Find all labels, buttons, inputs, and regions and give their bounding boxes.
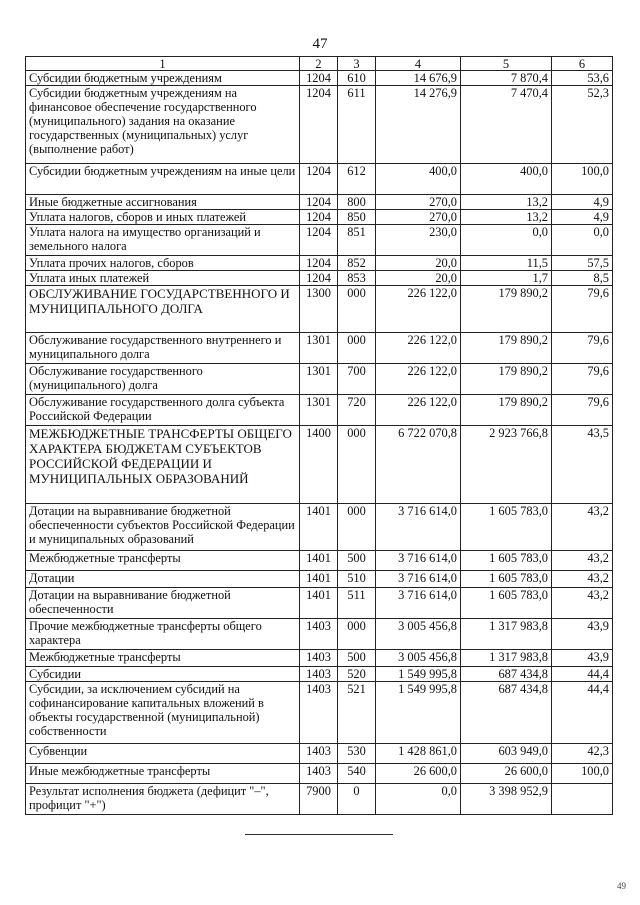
- row-code-type: 610: [338, 71, 376, 86]
- row-plan-value: 20,0: [376, 271, 461, 286]
- row-fact-value: 603 949,0: [461, 744, 552, 764]
- row-code-type: 850: [338, 210, 376, 225]
- row-percent-value: [552, 784, 613, 815]
- row-code-section: 1204: [300, 225, 338, 256]
- row-plan-value: 6 722 070,8: [376, 426, 461, 504]
- table-row: [26, 619, 613, 650]
- row-percent-value: 79,6: [552, 364, 613, 395]
- row-code-type: 000: [338, 286, 376, 333]
- column-header-1: 1: [26, 57, 300, 71]
- table-row: [26, 744, 613, 764]
- row-code-type: 720: [338, 395, 376, 426]
- row-code-section: 1403: [300, 619, 338, 650]
- row-name: Уплата иных платежей: [26, 271, 300, 286]
- table-row: [26, 71, 613, 86]
- row-fact-value: 1,7: [461, 271, 552, 286]
- row-name: Обслуживание государственного (муниципального) долга: [26, 364, 300, 395]
- footer-rule: [245, 834, 393, 835]
- row-plan-value: 26 600,0: [376, 764, 461, 784]
- row-code-type: 511: [338, 588, 376, 619]
- row-name: Дотации на выравнивание бюджетной обеспеченности: [26, 588, 300, 619]
- table-row: [26, 164, 613, 195]
- row-plan-value: 20,0: [376, 256, 461, 271]
- row-plan-value: 3 716 614,0: [376, 588, 461, 619]
- row-plan-value: 3 716 614,0: [376, 551, 461, 571]
- row-code-type: 0: [338, 784, 376, 815]
- row-percent-value: 4,9: [552, 195, 613, 210]
- row-code-type: 700: [338, 364, 376, 395]
- row-code-section: 1204: [300, 271, 338, 286]
- row-plan-value: 230,0: [376, 225, 461, 256]
- row-plan-value: 226 122,0: [376, 333, 461, 364]
- row-percent-value: 53,6: [552, 71, 613, 86]
- row-code-section: 1403: [300, 744, 338, 764]
- row-fact-value: 1 605 783,0: [461, 588, 552, 619]
- table-row: [26, 86, 613, 164]
- row-fact-value: 0,0: [461, 225, 552, 256]
- page-number: 47: [312, 36, 328, 52]
- row-code-type: 510: [338, 571, 376, 588]
- row-fact-value: 687 434,8: [461, 667, 552, 682]
- row-plan-value: 1 549 995,8: [376, 667, 461, 682]
- row-plan-value: 0,0: [376, 784, 461, 815]
- row-fact-value: 2 923 766,8: [461, 426, 552, 504]
- budget-table-body: [26, 71, 613, 815]
- table-row: [26, 271, 613, 286]
- row-name: МЕЖБЮДЖЕТНЫЕ ТРАНСФЕРТЫ ОБЩЕГО ХАРАКТЕРА БЮДЖЕТАМ СУБЪЕКТОВ РОССИЙСКОЙ ФЕДЕРАЦИИ И МУНИЦИПАЛЬНЫХ ОБРАЗОВАНИЙ: [26, 426, 300, 504]
- row-name: Уплата налогов, сборов и иных платежей: [26, 210, 300, 225]
- row-code-type: 540: [338, 764, 376, 784]
- table-row: [26, 682, 613, 744]
- row-fact-value: 1 605 783,0: [461, 504, 552, 551]
- row-name: Обслуживание государственного долга субъекта Российской Федерации: [26, 395, 300, 426]
- row-name: Субсидии бюджетным учреждениям на иные цели: [26, 164, 300, 195]
- row-code-section: 1300: [300, 286, 338, 333]
- row-code-section: 1401: [300, 571, 338, 588]
- row-code-type: 500: [338, 650, 376, 667]
- row-plan-value: 226 122,0: [376, 286, 461, 333]
- row-name: Межбюджетные трансферты: [26, 551, 300, 571]
- table-row: [26, 195, 613, 210]
- row-plan-value: 3 716 614,0: [376, 571, 461, 588]
- row-plan-value: 14 276,9: [376, 86, 461, 164]
- row-code-section: 1301: [300, 364, 338, 395]
- row-percent-value: 57,5: [552, 256, 613, 271]
- table-row: [26, 588, 613, 619]
- row-plan-value: 226 122,0: [376, 364, 461, 395]
- row-code-section: 7900: [300, 784, 338, 815]
- row-fact-value: 7 470,4: [461, 86, 552, 164]
- table-row: [26, 364, 613, 395]
- table-row: [26, 426, 613, 504]
- column-header-3: 3: [338, 57, 376, 71]
- row-code-type: 611: [338, 86, 376, 164]
- row-code-type: 612: [338, 164, 376, 195]
- row-fact-value: 179 890,2: [461, 364, 552, 395]
- row-plan-value: 1 549 995,8: [376, 682, 461, 744]
- row-percent-value: 44,4: [552, 682, 613, 744]
- row-fact-value: 1 605 783,0: [461, 571, 552, 588]
- row-code-section: 1400: [300, 426, 338, 504]
- row-name: Иные межбюджетные трансферты: [26, 764, 300, 784]
- row-percent-value: 43,2: [552, 571, 613, 588]
- row-fact-value: 11,5: [461, 256, 552, 271]
- row-code-section: 1403: [300, 667, 338, 682]
- row-code-section: 1204: [300, 256, 338, 271]
- row-plan-value: 270,0: [376, 210, 461, 225]
- row-percent-value: 43,2: [552, 504, 613, 551]
- row-fact-value: 1 317 983,8: [461, 650, 552, 667]
- row-name: Субсидии: [26, 667, 300, 682]
- row-code-section: 1204: [300, 86, 338, 164]
- row-fact-value: 3 398 952,9: [461, 784, 552, 815]
- row-percent-value: 44,4: [552, 667, 613, 682]
- row-fact-value: 179 890,2: [461, 286, 552, 333]
- row-code-section: 1403: [300, 764, 338, 784]
- table-row: [26, 333, 613, 364]
- row-name: Результат исполнения бюджета (дефицит "–", профицит "+"): [26, 784, 300, 815]
- row-fact-value: 687 434,8: [461, 682, 552, 744]
- row-code-type: 853: [338, 271, 376, 286]
- row-code-section: 1301: [300, 333, 338, 364]
- row-code-type: 520: [338, 667, 376, 682]
- row-percent-value: 42,3: [552, 744, 613, 764]
- row-percent-value: 79,6: [552, 395, 613, 426]
- row-code-section: 1204: [300, 210, 338, 225]
- row-percent-value: 4,9: [552, 210, 613, 225]
- row-fact-value: 1 605 783,0: [461, 551, 552, 571]
- table-row: [26, 225, 613, 256]
- row-percent-value: 100,0: [552, 164, 613, 195]
- row-code-type: 000: [338, 619, 376, 650]
- row-fact-value: 400,0: [461, 164, 552, 195]
- row-fact-value: 1 317 983,8: [461, 619, 552, 650]
- row-name: Межбюджетные трансферты: [26, 650, 300, 667]
- row-percent-value: 43,9: [552, 619, 613, 650]
- table-row: [26, 256, 613, 271]
- row-percent-value: 0,0: [552, 225, 613, 256]
- row-code-type: 800: [338, 195, 376, 210]
- row-code-type: 000: [338, 504, 376, 551]
- table-row: [26, 504, 613, 551]
- row-code-section: 1301: [300, 395, 338, 426]
- row-code-section: 1401: [300, 588, 338, 619]
- row-percent-value: 79,6: [552, 286, 613, 333]
- row-name: Дотации на выравнивание бюджетной обеспеченности субъектов Российской Федерации и муниципальных образований: [26, 504, 300, 551]
- row-name: Субсидии бюджетным учреждениям: [26, 71, 300, 86]
- row-name: Субсидии бюджетным учреждениям на финансовое обеспечение государственного (муниципального) задания на оказание государственных (муниципальных) услуг (выполнение работ): [26, 86, 300, 164]
- row-percent-value: 100,0: [552, 764, 613, 784]
- budget-table: [25, 56, 613, 815]
- row-code-section: 1204: [300, 195, 338, 210]
- table-row: [26, 551, 613, 571]
- table-row: [26, 650, 613, 667]
- row-code-section: 1403: [300, 650, 338, 667]
- row-code-type: 851: [338, 225, 376, 256]
- row-percent-value: 43,9: [552, 650, 613, 667]
- row-code-section: 1401: [300, 504, 338, 551]
- table-row: [26, 286, 613, 333]
- row-plan-value: 3 716 614,0: [376, 504, 461, 551]
- row-fact-value: 13,2: [461, 195, 552, 210]
- row-name: Уплата прочих налогов, сборов: [26, 256, 300, 271]
- table-row: [26, 571, 613, 588]
- row-code-type: 530: [338, 744, 376, 764]
- row-code-type: 852: [338, 256, 376, 271]
- table-row: [26, 667, 613, 682]
- row-percent-value: 79,6: [552, 333, 613, 364]
- corner-mark: 49: [617, 881, 626, 891]
- row-plan-value: 400,0: [376, 164, 461, 195]
- row-fact-value: 179 890,2: [461, 395, 552, 426]
- table-row: [26, 764, 613, 784]
- row-code-type: 000: [338, 333, 376, 364]
- row-code-type: 500: [338, 551, 376, 571]
- row-plan-value: 1 428 861,0: [376, 744, 461, 764]
- row-plan-value: 270,0: [376, 195, 461, 210]
- column-header-5: 5: [461, 57, 552, 71]
- row-plan-value: 3 005 456,8: [376, 650, 461, 667]
- row-code-section: 1401: [300, 551, 338, 571]
- table-row: [26, 784, 613, 815]
- row-name: ОБСЛУЖИВАНИЕ ГОСУДАРСТВЕННОГО И МУНИЦИПАЛЬНОГО ДОЛГА: [26, 286, 300, 333]
- table-row: [26, 395, 613, 426]
- row-name: Иные бюджетные ассигнования: [26, 195, 300, 210]
- row-fact-value: 13,2: [461, 210, 552, 225]
- row-name: Обслуживание государственного внутреннего и муниципального долга: [26, 333, 300, 364]
- row-code-section: 1204: [300, 71, 338, 86]
- row-fact-value: 179 890,2: [461, 333, 552, 364]
- row-code-section: 1403: [300, 682, 338, 744]
- row-name: Прочие межбюджетные трансферты общего характера: [26, 619, 300, 650]
- row-code-type: 000: [338, 426, 376, 504]
- column-header-6: 6: [552, 57, 613, 71]
- row-plan-value: 14 676,9: [376, 71, 461, 86]
- row-name: Субсидии, за исключением субсидий на софинансирование капитальных вложений в объекты государственной (муниципальной) собственности: [26, 682, 300, 744]
- row-name: Субвенции: [26, 744, 300, 764]
- row-percent-value: 52,3: [552, 86, 613, 164]
- row-percent-value: 43,2: [552, 588, 613, 619]
- row-code-type: 521: [338, 682, 376, 744]
- row-name: Уплата налога на имущество организаций и земельного налога: [26, 225, 300, 256]
- row-percent-value: 43,2: [552, 551, 613, 571]
- row-fact-value: 26 600,0: [461, 764, 552, 784]
- column-header-4: 4: [376, 57, 461, 71]
- row-plan-value: 226 122,0: [376, 395, 461, 426]
- row-code-section: 1204: [300, 164, 338, 195]
- column-header-2: 2: [300, 57, 338, 71]
- row-fact-value: 7 870,4: [461, 71, 552, 86]
- row-plan-value: 3 005 456,8: [376, 619, 461, 650]
- column-number-row: [26, 57, 613, 71]
- row-name: Дотации: [26, 571, 300, 588]
- table-row: [26, 210, 613, 225]
- row-percent-value: 43,5: [552, 426, 613, 504]
- row-percent-value: 8,5: [552, 271, 613, 286]
